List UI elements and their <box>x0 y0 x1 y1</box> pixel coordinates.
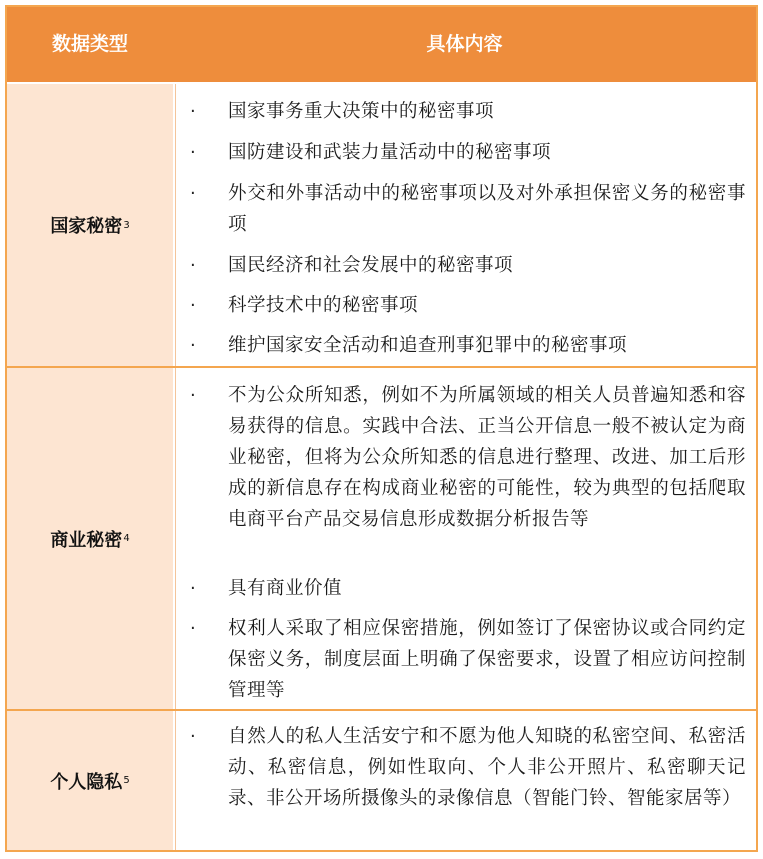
item-text: 不为公众所知悉，例如不为所属领域的相关人员普遍知悉和容易获得的信息。实践中合法、正当公开信息一般不被认定为商业秘密，但将为公众所知悉的信息进行整理、改进、加工后形成的新信息存在构成商业秘密的可能性，较为典型的包括爬取电商平台产品交易信息形成数据分析报告等 <box>228 385 746 530</box>
item-text: 具有商业价值 <box>228 578 343 599</box>
bullet-icon: · <box>190 385 196 406</box>
type-cell <box>7 84 173 366</box>
row-personal-privacy <box>7 711 756 850</box>
item-text: 自然人的私人生活安宁和不愿为他人知晓的私密空间、私密活动、私密信息，例如性取向、个人非公开照片、私密聊天记录、非公开场所摄像头的录像信息（智能门铃、智能家居等） <box>228 726 746 809</box>
bullet-icon: · <box>190 101 196 122</box>
bullet-icon: · <box>190 255 196 276</box>
bullet-icon: · <box>190 295 196 316</box>
item-text: 国防建设和武装力量活动中的秘密事项 <box>228 142 552 163</box>
bullet-icon: · <box>190 578 196 599</box>
footnote-ref: 4 <box>123 533 130 544</box>
item-text: 维护国家安全活动和追查刑事犯罪中的秘密事项 <box>228 335 628 356</box>
table-header <box>7 7 756 82</box>
header-content: 具体内容 <box>426 33 503 55</box>
content-cell <box>175 84 756 366</box>
data-types-table <box>5 5 758 852</box>
header-data-type: 数据类型 <box>51 33 128 55</box>
item-text: 外交和外事活动中的秘密事项以及对外承担保密义务的秘密事项 <box>228 183 746 235</box>
type-cell <box>7 368 173 709</box>
type-label: 商业秘密 <box>50 529 123 551</box>
item-text: 科学技术中的秘密事项 <box>228 295 419 316</box>
footnote-ref: 5 <box>123 775 130 786</box>
type-label: 国家秘密 <box>50 216 123 237</box>
type-label: 个人隐私 <box>50 771 123 793</box>
footnote-ref: 3 <box>123 219 130 231</box>
bullet-icon: · <box>190 335 196 356</box>
content-cell <box>175 368 756 709</box>
type-cell <box>7 711 173 850</box>
content-cell <box>175 711 756 850</box>
item-text: 权利人采取了相应保密措施，例如签订了保密协议或合同约定保密义务，制度层面上明确了保密要求，设置了相应访问控制管理等 <box>228 618 746 701</box>
bullet-icon: · <box>190 142 196 163</box>
bullet-icon: · <box>190 618 196 639</box>
bullet-icon: · <box>190 726 196 747</box>
item-text: 国家事务重大决策中的秘密事项 <box>228 101 495 122</box>
row-state-secret <box>7 84 756 366</box>
bullet-icon: · <box>190 183 196 204</box>
item-text: 国民经济和社会发展中的秘密事项 <box>228 255 514 276</box>
row-business-secret <box>7 368 756 709</box>
